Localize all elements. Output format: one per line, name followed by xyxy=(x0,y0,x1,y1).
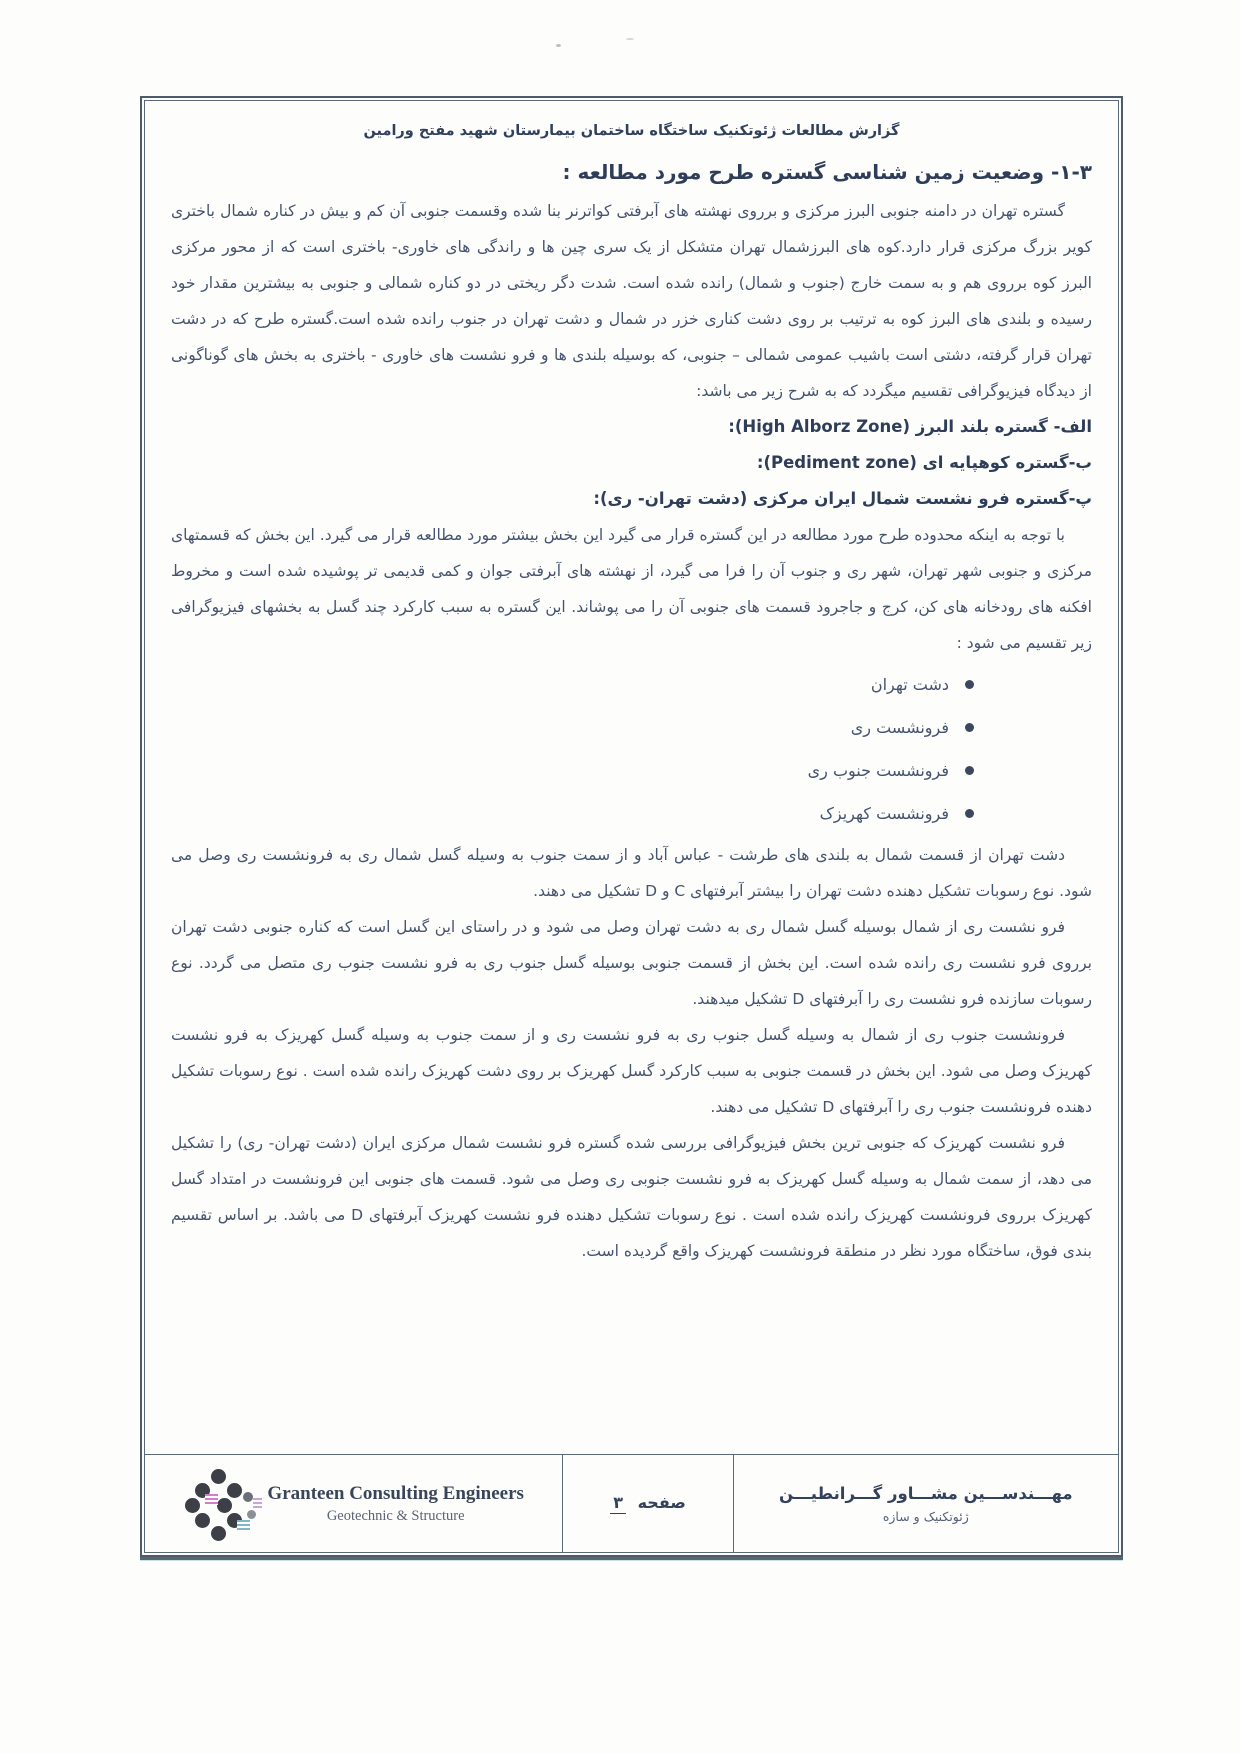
scan-speck xyxy=(626,38,634,40)
page-frame-inner-border xyxy=(144,100,1119,1553)
document-content xyxy=(145,101,1118,1552)
page-label: صفحه xyxy=(637,1493,686,1512)
list-item xyxy=(171,663,974,706)
granteen-logo-icon xyxy=(183,1468,255,1540)
company-name-fa: مهـــندســـین مشـــاور گـــرانطیـــن xyxy=(779,1483,1073,1503)
paragraph-study-area: با توجه به اینکه محدوده طرح مورد مطالعه در این گستره قرار می گیرد این بخش بیشتر مورد مطالعه قرار می گیرد. این بخش که قسمتهای مرکزی و جنوبی شهر تهران، شهر ری و جنوب آن را فرا می گیرد، از نهشته های آبرفتی جوان و کمی قدیمی تر پوشیده شده است و مخروط افکنه های رودخانه های کن، کرج و جاجرود قسمت های جنوبی آن را می پوشاند. این گستره به سبب کارکرد چند گسل به بخشهای فیزیوگرافی زیر تقسیم می شود : xyxy=(171,526,1092,652)
bullet-icon xyxy=(965,766,974,775)
list-item xyxy=(171,792,974,835)
list-item-label: فرونشست کهریزک xyxy=(819,804,949,823)
paragraph-tehran-extent: گستره تهران در دامنه جنوبی البرز مرکزی و برروی نهشته های آبرفتی کواترنر بنا شده وقسمت جنوبی آن کم و بیش در کناره شمال باختری کویر بزرگ مرکزی قرار دارد.کوه های البرزشمال تهران متشکل از یک سری چین ها و راندگی های خاوری- باختری است که از محور مرکزی البرز کوه برروی هم و به سمت خارج (جنوب و شمال) رانده شده است. شدت دگر ریختی در دو کناره شمالی و جنوبی به بیشترین مقدار خود رسیده و بلندی های البرز کوه به ترتیب بر روی دشت کناری خزر در شمال و دشت تهران در جنوب رانده شده است.گستره طرح که در دشت تهران قرار گرفته، دشتی است باشیب عمومی شمالی – جنوبی، که بوسیله بلندی ها و فرو نشست های خاوری - باختری به بخش های گوناگونی از دیدگاه فیزیوگرافی تقسیم میگردد که به شرح زیر می باشد: xyxy=(171,202,1092,400)
paragraph-south-rey-depression: فرونشست جنوب ری از شمال به وسیله گسل جنوب ری به فرو نشست ری و از سمت جنوب به وسیله گسل کهریزک به فرو نشست کهریزک وصل می شود. این بخش در قسمت جنوبی به سبب کارکرد گسل کهریزک بر روی دشت کهریزک رانده شده است . نوع رسوبات تشکیل دهنده فرونشست جنوب ری را آبرفتهای D تشکیل می دهند. xyxy=(171,1026,1092,1116)
company-name-en: Granteen Consulting Engineers xyxy=(267,1482,524,1504)
scan-speck xyxy=(556,44,561,47)
report-header-title: گزارش مطالعات ژئوتکنیک ساختگاه ساختمان بیمارستان شهید مفتح ورامین xyxy=(363,123,900,139)
list-item xyxy=(171,749,974,792)
list-item-label: فرونشست ری xyxy=(850,718,949,737)
page-frame xyxy=(140,96,1123,1557)
list-item-label: فرونشست جنوب ری xyxy=(807,761,949,780)
list-item-label: دشت تهران xyxy=(870,675,949,694)
paragraph-kahrizak-depression: فرو نشست کهریزک که جنوبی ترین بخش فیزیوگرافی بررسی شده گستره فرو نشست شمال مرکزی ایران (دشت تهران- ری) را تشکیل می دهد، از سمت شمال به وسیله گسل کهریزک به فرو نشست جنوبی ری وصل می شود. قسمت های جنوبی این فرونشست در امتداد گسل کهریزک برروی فرونشست کهریزک رانده شده است . نوع رسوبات تشکیل دهنده فرو نشست کهریزک آبرفتهای D می باشد. بر اساس تقسیم بندی فوق، ساختگاه مورد نظر در منطقة فرونشست کهریزک واقع گردیده است. xyxy=(171,1134,1092,1260)
zone-heading-north-central-iran: پ-گستره فرو نشست شمال ایران مرکزی (دشت تهران- ری): xyxy=(593,489,1092,508)
footer-page-cell xyxy=(563,1455,733,1552)
zone-heading-high-alborz: الف- گستره بلند البرز (High Alborz Zone): xyxy=(728,417,1092,436)
company-tagline-fa: ژئوتکنیک و سازه xyxy=(882,1508,969,1524)
list-item xyxy=(171,706,974,749)
footer-signature-table xyxy=(145,1454,1118,1552)
paragraph-rey-depression: فرو نشست ری از شمال بوسیله گسل شمال ری به دشت تهران وصل می شود و در راستای این گسل است که کناره جنوبی دشت تهران برروی فرو نشست ری رانده شده است. این بخش از قسمت جنوبی بوسیله گسل جنوب ری به فرو نشست جنوب ری متصل می گردد. نوع رسوبات سازنده فرو نشست ری را آبرفتهای D تشکیل میدهند. xyxy=(171,918,1092,1008)
section-heading: ۱-۳- وضعیت زمین شناسی گستره طرح مورد مطالعه : xyxy=(562,160,1092,184)
footer-company-en-cell xyxy=(145,1455,563,1552)
company-tagline-en: Geotechnic & Structure xyxy=(326,1507,465,1524)
bullet-icon xyxy=(965,723,974,732)
bullet-icon xyxy=(965,809,974,818)
company-name-en-block xyxy=(267,1482,524,1526)
footer-company-fa-cell xyxy=(734,1455,1118,1552)
page-number xyxy=(610,1493,686,1514)
paragraph-tehran-plain: دشت تهران از قسمت شمال به بلندی های طرشت - عباس آباد و از سمت جنوب به وسیله گسل شمال ری به فرونشست ری وصل می شود. نوع رسوبات تشکیل دهنده دشت تهران را بیشتر آبرفتهای C و D تشکیل می دهند. xyxy=(171,846,1092,900)
zone-heading-pediment: ب-گستره کوهپایه ای (Pediment zone): xyxy=(756,453,1092,472)
physiographic-subdivision-list xyxy=(171,663,1092,835)
bullet-icon xyxy=(965,680,974,689)
page-number-value: ۳ xyxy=(610,1493,626,1514)
